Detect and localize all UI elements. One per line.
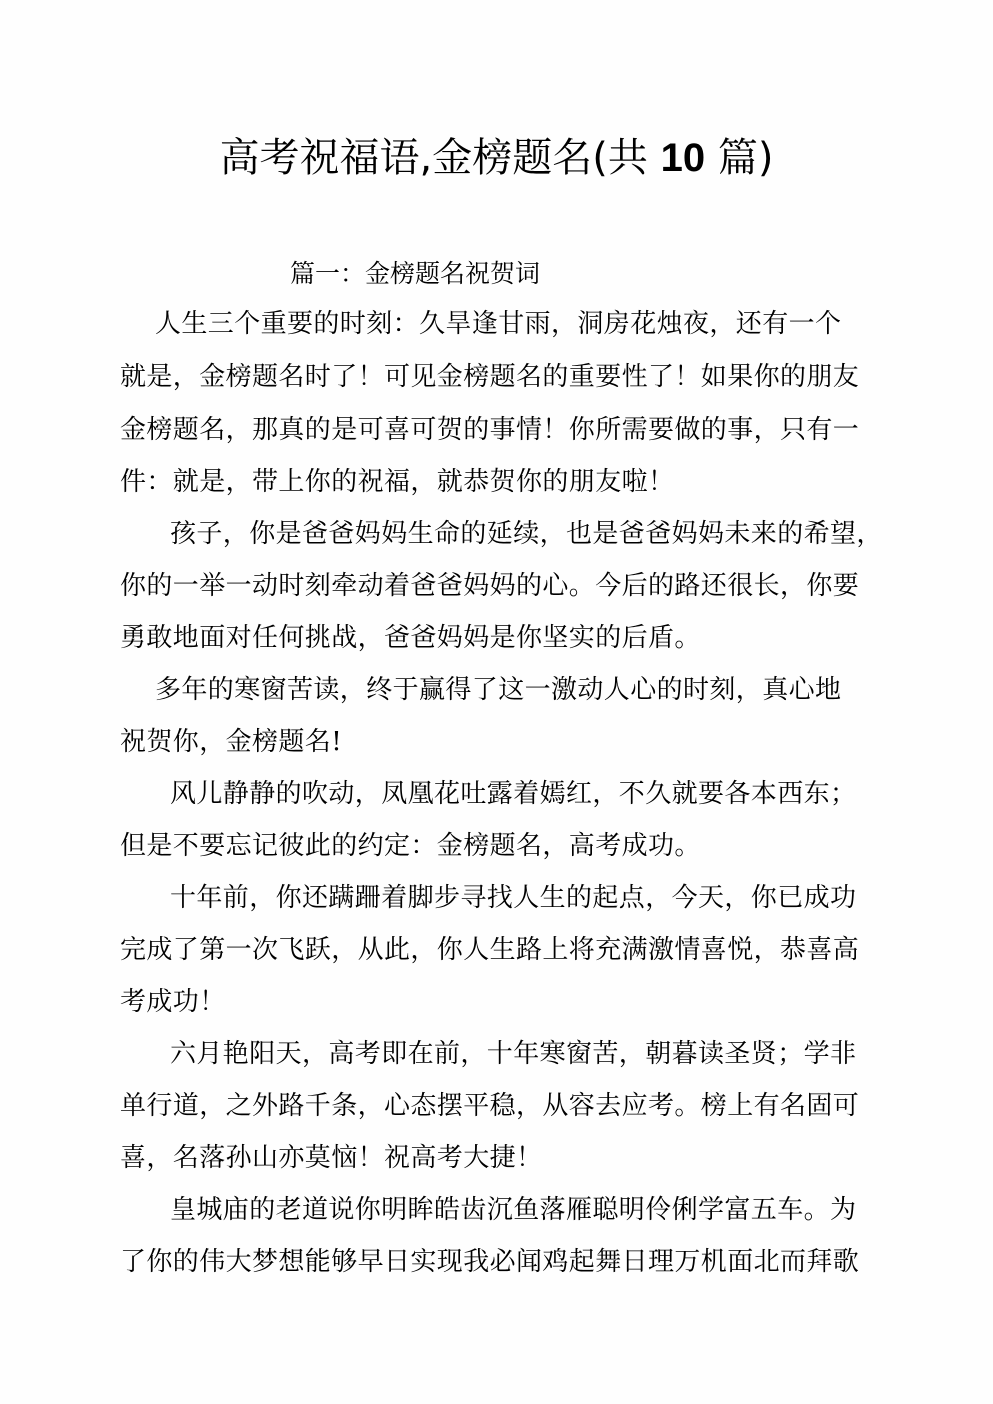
paragraph-2-line-1: 孩子，你是爸爸妈妈生命的延续，也是爸爸妈妈未来的希望，: [170, 519, 883, 549]
paragraph-4-line-1: 风儿静静的吹动，凤凰花吐露着嫣红，不久就要各本西东；: [170, 779, 857, 809]
document-title: [0, 128, 993, 188]
title-suffix: 篇): [705, 135, 774, 181]
paragraph-4-line-2: 但是不要忘记彼此的约定：金榜题名，高考成功。: [120, 831, 701, 861]
paragraph-3-line-2: 祝贺你，金榜题名!: [120, 727, 343, 757]
paragraph-6-line-3: 喜，名落孙山亦莫恼！祝高考大捷！: [120, 1143, 543, 1173]
paragraph-2-line-2: 你的一举一动时刻牵动着爸爸妈妈的心。今后的路还很长，你要: [120, 571, 860, 601]
section-heading: 篇一：金榜题名祝贺词: [290, 259, 541, 288]
paragraph-3-line-1: 多年的寒窗苦读，终于赢得了这一激动人心的时刻，真心地: [155, 675, 842, 705]
paragraph-5-line-1: 十年前，你还蹒跚着脚步寻找人生的起点，今天，你已成功: [170, 883, 857, 913]
paragraph-6-line-1: 六月艳阳天，高考即在前，十年寒窗苦，朝暮读圣贤；学非: [170, 1039, 857, 1069]
paragraph-1-line-3: 金榜题名，那真的是可喜可贺的事情！你所需要做的事，只有一: [120, 415, 860, 445]
paragraph-5-line-2: 完成了第一次飞跃，从此，你人生路上将充满激情喜悦，恭喜高: [120, 935, 860, 965]
title-prefix: 高考祝福语,金榜题名(共: [219, 135, 661, 181]
paragraph-7-line-2: 了你的伟大梦想能够早日实现我必闻鸡起舞日理万机面北而拜歌: [120, 1247, 860, 1277]
paragraph-2-line-3: 勇敢地面对任何挑战，爸爸妈妈是你坚实的后盾。: [120, 623, 701, 653]
paragraph-5-line-3: 考成功！: [120, 987, 226, 1017]
paragraph-7-line-1: 皇城庙的老道说你明眸皓齿沉鱼落雁聪明伶俐学富五车。为: [170, 1195, 857, 1225]
paragraph-1-line-4: 件：就是，带上你的祝福，就恭贺你的朋友啦！: [120, 467, 675, 497]
paragraph-6-line-2: 单行道，之外路千条，心态摆平稳，从容去应考。榜上有名固可: [120, 1091, 860, 1121]
paragraph-1-line-1: 人生三个重要的时刻：久旱逢甘雨，洞房花烛夜，还有一个: [155, 309, 842, 339]
title-count: 10: [660, 136, 706, 180]
paragraph-1-line-2: 就是，金榜题名时了！可见金榜题名的重要性了！如果你的朋友: [120, 362, 860, 392]
